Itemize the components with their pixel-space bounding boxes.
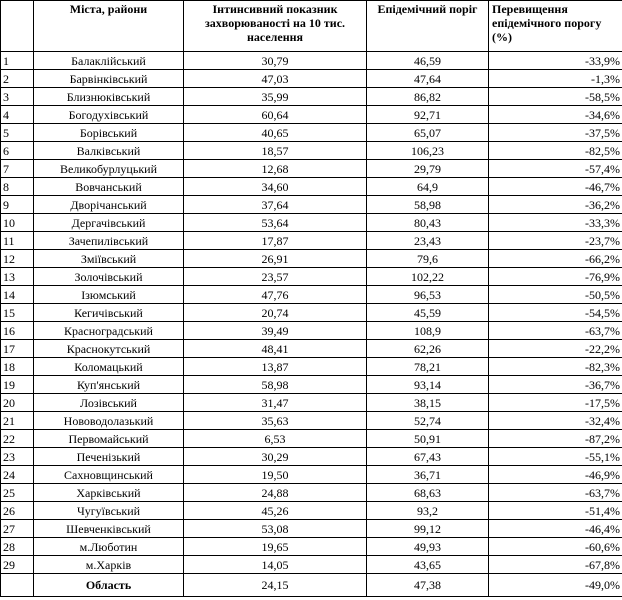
- row-threshold: 106,23: [367, 142, 489, 160]
- header-name: Міста, райони: [34, 1, 184, 52]
- row-intensity: 53,64: [184, 214, 367, 232]
- table-row: [1, 124, 622, 142]
- row-intensity: 17,87: [184, 232, 367, 250]
- total-excess: -49,0%: [489, 574, 622, 597]
- row-threshold: 38,15: [367, 394, 489, 412]
- row-district: Богодухівський: [34, 106, 184, 124]
- table-row: [1, 106, 622, 124]
- table-header: [1, 1, 622, 52]
- table-row: [1, 286, 622, 304]
- row-district: Валківський: [34, 142, 184, 160]
- row-excess: -36,2%: [489, 196, 622, 214]
- row-intensity: 34,60: [184, 178, 367, 196]
- row-excess: -76,9%: [489, 268, 622, 286]
- row-num: 25: [1, 484, 34, 502]
- row-district: Красноградський: [34, 322, 184, 340]
- row-intensity: 31,47: [184, 394, 367, 412]
- row-excess: -1,3%: [489, 70, 622, 88]
- row-district: Зміївський: [34, 250, 184, 268]
- row-threshold: 93,2: [367, 502, 489, 520]
- row-num: 5: [1, 124, 34, 142]
- row-excess: -60,6%: [489, 538, 622, 556]
- row-threshold: 67,43: [367, 448, 489, 466]
- row-excess: -63,7%: [489, 484, 622, 502]
- table-row: [1, 448, 622, 466]
- row-excess: -50,5%: [489, 286, 622, 304]
- row-excess: -32,4%: [489, 412, 622, 430]
- table-row: [1, 538, 622, 556]
- row-intensity: 53,08: [184, 520, 367, 538]
- row-num: 18: [1, 358, 34, 376]
- row-threshold: 49,93: [367, 538, 489, 556]
- row-excess: -37,5%: [489, 124, 622, 142]
- row-intensity: 19,65: [184, 538, 367, 556]
- row-excess: -67,8%: [489, 556, 622, 574]
- row-district: Зачепилівський: [34, 232, 184, 250]
- row-num: 7: [1, 160, 34, 178]
- row-threshold: 52,74: [367, 412, 489, 430]
- table-row: [1, 430, 622, 448]
- row-threshold: 23,43: [367, 232, 489, 250]
- table-row: [1, 520, 622, 538]
- row-threshold: 45,59: [367, 304, 489, 322]
- row-excess: -87,2%: [489, 430, 622, 448]
- row-num: 2: [1, 70, 34, 88]
- row-threshold: 50,91: [367, 430, 489, 448]
- row-district: Вовчанський: [34, 178, 184, 196]
- row-intensity: 47,03: [184, 70, 367, 88]
- table-row: [1, 394, 622, 412]
- row-district: Коломацький: [34, 358, 184, 376]
- table-row: [1, 88, 622, 106]
- row-intensity: 30,29: [184, 448, 367, 466]
- table-row: [1, 556, 622, 574]
- row-excess: -58,5%: [489, 88, 622, 106]
- row-threshold: 29,79: [367, 160, 489, 178]
- row-district: Сахновщинський: [34, 466, 184, 484]
- total-district: Область: [34, 574, 184, 597]
- row-excess: -17,5%: [489, 394, 622, 412]
- row-num: 14: [1, 286, 34, 304]
- row-num: 17: [1, 340, 34, 358]
- table-row: [1, 178, 622, 196]
- row-excess: -82,3%: [489, 358, 622, 376]
- row-intensity: 35,99: [184, 88, 367, 106]
- row-district: Первомайський: [34, 430, 184, 448]
- row-excess: -23,7%: [489, 232, 622, 250]
- row-intensity: 39,49: [184, 322, 367, 340]
- table-row: [1, 52, 622, 70]
- row-district: Близнюківський: [34, 88, 184, 106]
- row-num: 20: [1, 394, 34, 412]
- row-excess: -55,1%: [489, 448, 622, 466]
- row-intensity: 47,76: [184, 286, 367, 304]
- table-row: [1, 160, 622, 178]
- row-district: Чугуївський: [34, 502, 184, 520]
- header-row: [1, 1, 622, 52]
- header-intensity: Інтинсивний показник захворюваності на 10 тис. населення: [184, 1, 367, 52]
- total-num: [1, 574, 34, 597]
- table-row: [1, 466, 622, 484]
- table-row: [1, 142, 622, 160]
- row-excess: -66,2%: [489, 250, 622, 268]
- table-row: [1, 376, 622, 394]
- row-district: Нововодолазький: [34, 412, 184, 430]
- row-excess: -63,7%: [489, 322, 622, 340]
- row-threshold: 64,9: [367, 178, 489, 196]
- row-district: Золочівський: [34, 268, 184, 286]
- row-threshold: 47,64: [367, 70, 489, 88]
- row-district: Дворічанський: [34, 196, 184, 214]
- row-num: 4: [1, 106, 34, 124]
- header-num: [1, 1, 34, 52]
- table-row: [1, 268, 622, 286]
- table-row: [1, 232, 622, 250]
- table-row: [1, 412, 622, 430]
- row-num: 23: [1, 448, 34, 466]
- row-num: 9: [1, 196, 34, 214]
- row-intensity: 19,50: [184, 466, 367, 484]
- row-district: Шевченківський: [34, 520, 184, 538]
- table-row: [1, 358, 622, 376]
- row-district: Краснокутський: [34, 340, 184, 358]
- row-num: 28: [1, 538, 34, 556]
- row-excess: -34,6%: [489, 106, 622, 124]
- row-threshold: 80,43: [367, 214, 489, 232]
- row-threshold: 108,9: [367, 322, 489, 340]
- row-intensity: 48,41: [184, 340, 367, 358]
- row-district: Барвінківський: [34, 70, 184, 88]
- row-num: 6: [1, 142, 34, 160]
- row-threshold: 58,98: [367, 196, 489, 214]
- row-num: 19: [1, 376, 34, 394]
- table-row: [1, 502, 622, 520]
- row-excess: -46,7%: [489, 178, 622, 196]
- table-row: [1, 196, 622, 214]
- row-intensity: 60,64: [184, 106, 367, 124]
- row-num: 10: [1, 214, 34, 232]
- row-district: Борівський: [34, 124, 184, 142]
- row-num: 29: [1, 556, 34, 574]
- table-row: [1, 484, 622, 502]
- row-district: Дергачівський: [34, 214, 184, 232]
- row-intensity: 26,91: [184, 250, 367, 268]
- row-excess: -46,9%: [489, 466, 622, 484]
- row-num: 16: [1, 322, 34, 340]
- row-intensity: 13,87: [184, 358, 367, 376]
- row-threshold: 86,82: [367, 88, 489, 106]
- row-threshold: 68,63: [367, 484, 489, 502]
- row-num: 21: [1, 412, 34, 430]
- table-row: [1, 340, 622, 358]
- row-intensity: 30,79: [184, 52, 367, 70]
- row-district: Харківський: [34, 484, 184, 502]
- row-district: Кегичівський: [34, 304, 184, 322]
- row-intensity: 23,57: [184, 268, 367, 286]
- row-num: 24: [1, 466, 34, 484]
- row-excess: -82,5%: [489, 142, 622, 160]
- row-intensity: 35,63: [184, 412, 367, 430]
- row-threshold: 43,65: [367, 556, 489, 574]
- row-threshold: 65,07: [367, 124, 489, 142]
- row-excess: -46,4%: [489, 520, 622, 538]
- row-threshold: 78,21: [367, 358, 489, 376]
- row-excess: -22,2%: [489, 340, 622, 358]
- table-row: [1, 250, 622, 268]
- row-district: Куп'янський: [34, 376, 184, 394]
- row-excess: -33,9%: [489, 52, 622, 70]
- header-excess: Перевищення епідемічного порогу (%): [489, 1, 622, 52]
- table-body: [1, 52, 622, 597]
- row-threshold: 92,71: [367, 106, 489, 124]
- row-district: м.Люботин: [34, 538, 184, 556]
- table-row: [1, 70, 622, 88]
- row-threshold: 46,59: [367, 52, 489, 70]
- row-district: Великобурлуцький: [34, 160, 184, 178]
- row-excess: -51,4%: [489, 502, 622, 520]
- row-num: 1: [1, 52, 34, 70]
- row-intensity: 18,57: [184, 142, 367, 160]
- row-district: Ізюмський: [34, 286, 184, 304]
- row-intensity: 40,65: [184, 124, 367, 142]
- row-intensity: 12,68: [184, 160, 367, 178]
- row-district: Печенізький: [34, 448, 184, 466]
- table-row: [1, 322, 622, 340]
- row-district: Лозівський: [34, 394, 184, 412]
- row-threshold: 36,71: [367, 466, 489, 484]
- row-district: Балаклійський: [34, 52, 184, 70]
- row-threshold: 93,14: [367, 376, 489, 394]
- row-threshold: 62,26: [367, 340, 489, 358]
- total-intensity: 24,15: [184, 574, 367, 597]
- row-excess: -36,7%: [489, 376, 622, 394]
- total-row: [1, 574, 622, 597]
- table-row: [1, 214, 622, 232]
- row-intensity: 24,88: [184, 484, 367, 502]
- row-intensity: 14,05: [184, 556, 367, 574]
- row-threshold: 79,6: [367, 250, 489, 268]
- row-num: 15: [1, 304, 34, 322]
- header-threshold: Епідемічний поріг: [367, 1, 489, 52]
- total-threshold: 47,38: [367, 574, 489, 597]
- row-threshold: 102,22: [367, 268, 489, 286]
- row-intensity: 58,98: [184, 376, 367, 394]
- row-district: м.Харків: [34, 556, 184, 574]
- row-threshold: 99,12: [367, 520, 489, 538]
- row-threshold: 96,53: [367, 286, 489, 304]
- row-excess: -33,3%: [489, 214, 622, 232]
- row-num: 27: [1, 520, 34, 538]
- row-num: 26: [1, 502, 34, 520]
- row-excess: -57,4%: [489, 160, 622, 178]
- row-intensity: 6,53: [184, 430, 367, 448]
- table-row: [1, 304, 622, 322]
- row-intensity: 45,26: [184, 502, 367, 520]
- row-excess: -54,5%: [489, 304, 622, 322]
- row-intensity: 37,64: [184, 196, 367, 214]
- row-intensity: 20,74: [184, 304, 367, 322]
- row-num: 8: [1, 178, 34, 196]
- row-num: 3: [1, 88, 34, 106]
- row-num: 12: [1, 250, 34, 268]
- row-num: 13: [1, 268, 34, 286]
- row-num: 22: [1, 430, 34, 448]
- row-num: 11: [1, 232, 34, 250]
